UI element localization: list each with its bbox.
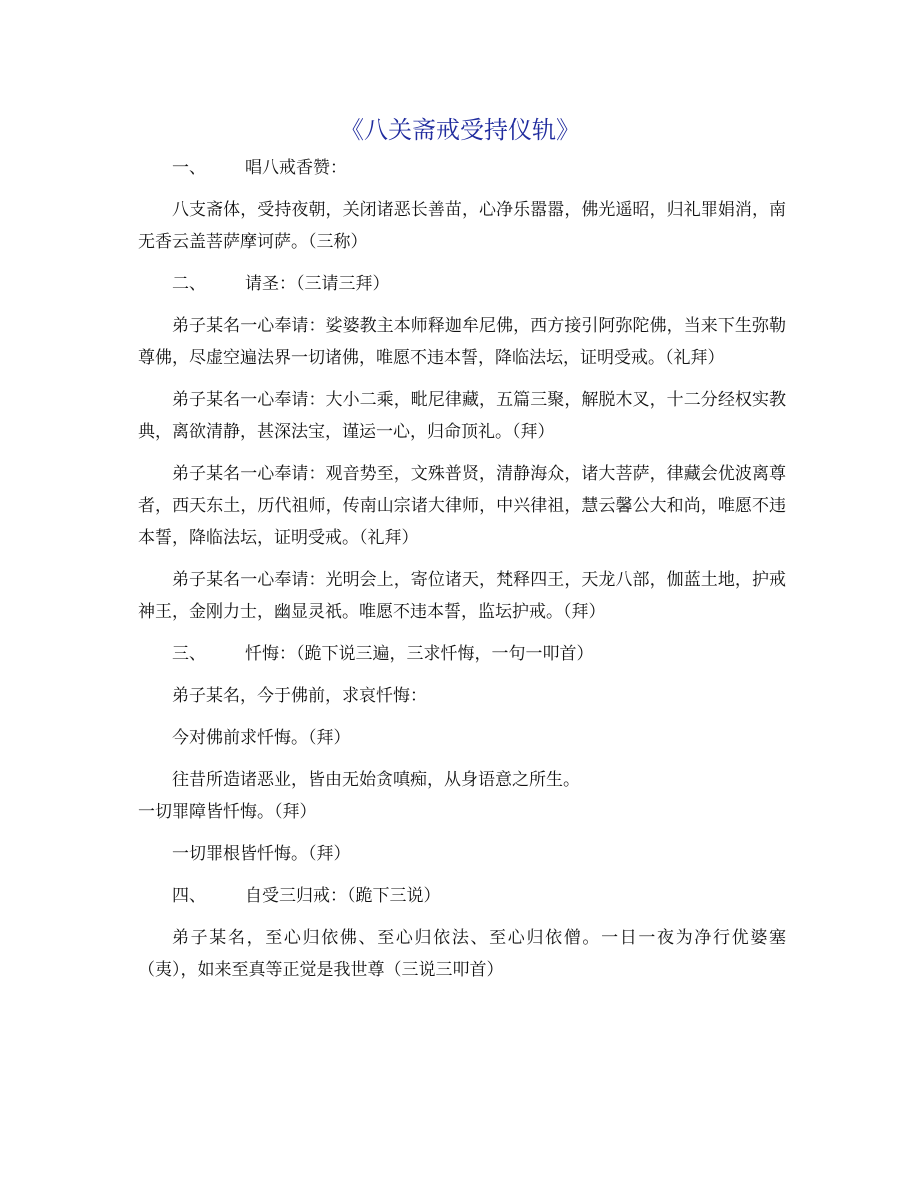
paragraph: 弟子某名，至心归依佛、至心归依法、至心归依僧。一日一夜为净行优婆塞（夷），如来至真等正觉是我世尊（三说三叩首） [138,928,786,980]
section-number: 二、 [172,274,206,294]
section-number: 三、 [172,644,206,664]
paragraph: 弟子某名，今于佛前，求哀忏悔： [172,686,427,706]
section-title: 忏悔：（跪下说三遍，三求忏悔，一句一叩首） [245,644,594,664]
section-heading-2 [138,268,786,300]
document-body [138,152,786,996]
section-title: 唱八戒香赞： [245,158,347,178]
paragraph: 弟子某名一心奉请：观音势至，文殊普贤，清静海众，诸大菩萨，律藏会优波离尊者，西天东土，历代祖师，传南山宗诸大律师，中兴律祖，慧云馨公大和尚，唯愿不违本誓，降临法坛，证明受戒。（礼拜） [138,464,786,548]
paragraph: 一切罪根皆忏悔。（拜） [172,844,351,864]
section-number: 一、 [172,158,206,178]
section-number: 四、 [172,886,206,906]
paragraph: 八支斋体，受持夜朝，关闭诸恶长善苗，心净乐嚣嚣，佛光遥昭，归礼罪娟消，南无香云盖菩萨摩诃萨。（三称） [138,200,786,252]
document-title: 《八关斋戒受持仪轨》 [340,116,580,144]
paragraph: 一切罪障皆忏悔。（拜） [138,802,317,822]
section-title: 请圣：（三请三拜） [245,274,390,294]
section-title: 自受三归戒：（跪下三说） [245,886,441,906]
paragraph: 弟子某名一心奉请：大小二乘，毗尼律藏，五篇三聚，解脱木叉，十二分经权实教典，离欲清静，甚深法宝，谨运一心，归命顶礼。（拜） [138,390,786,442]
section-heading-1 [138,152,786,184]
section-heading-3 [138,638,786,670]
paragraph: 弟子某名一心奉请：娑婆教主本师释迦牟尼佛，西方接引阿弥陀佛，当来下生弥勒尊佛，尽虚空遍法界一切诸佛，唯愿不违本誓，降临法坛，证明受戒。（礼拜） [138,316,786,368]
paragraph: 弟子某名一心奉请：光明会上，寄位诸天，梵释四王，天龙八部，伽蓝土地，护戒神王，金刚力士，幽显灵祇。唯愿不违本誓，监坛护戒。（拜） [138,570,786,622]
paragraph: 往昔所造诸恶业，皆由无始贪嗔痴，从身语意之所生。 [172,770,580,790]
section-heading-4 [138,880,786,912]
paragraph: 今对佛前求忏悔。（拜） [172,728,351,748]
